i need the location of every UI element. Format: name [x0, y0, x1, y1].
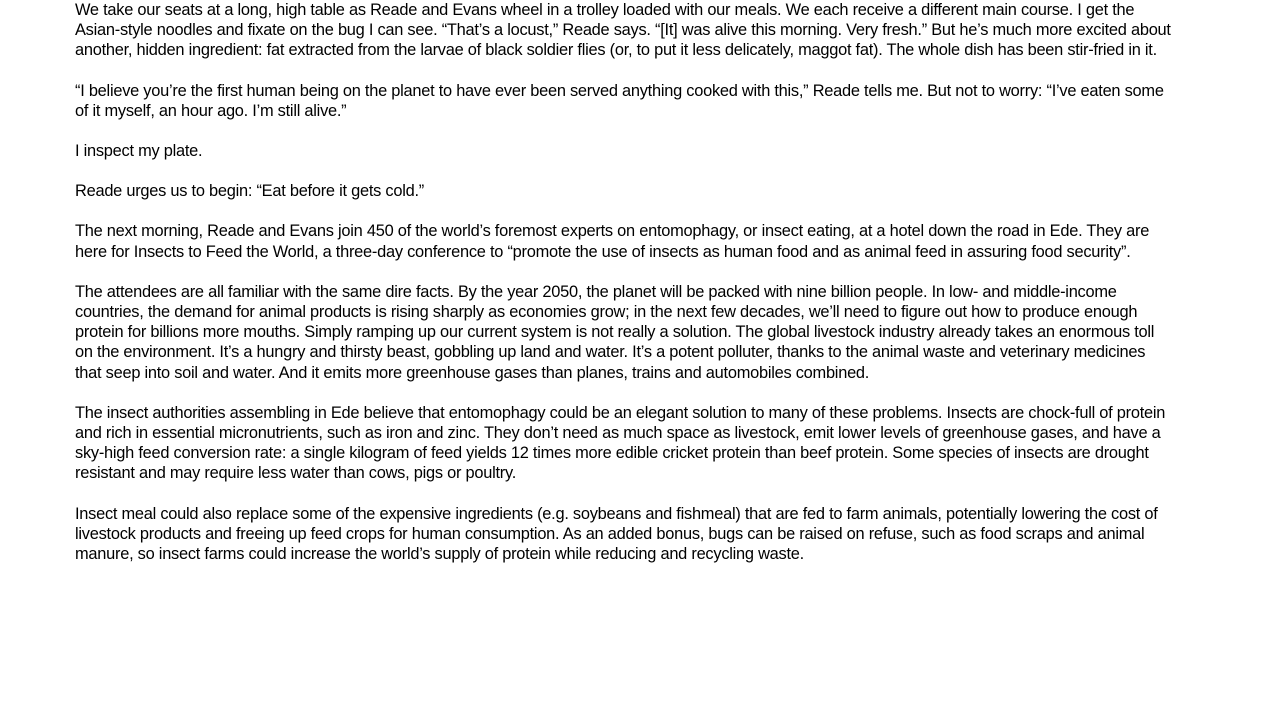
paragraph-eat-before-cold: Reade urges us to begin: “Eat before it gets cold.”	[75, 182, 424, 201]
paragraph-reade-quote: “I believe you’re the first human being on the planet to have ever been served anything cooked with this,” Reade tells me. But not to worry: “I’ve eaten some of it myself, an hour ago. I’m still alive.”	[75, 81, 1164, 120]
document-body	[75, 0, 1175, 584]
paragraph-conference: The next morning, Reade and Evans join 450 of the world’s foremost experts on entomophagy, or insect eating, at a hotel down the road in Ede. They are here for Insects to Feed the World, a three-day conference to “promote the use of insects as human food and as animal feed in assuring food security”.	[75, 222, 1150, 261]
paragraph-entomophagy-solution: The insect authorities assembling in Ede believe that entomophagy could be an elegant solution to many of these problems. Insects are chock-full of protein and rich in essential micronutrients, such as iron and zinc. They don’t need as much space as livestock, emit lower levels of greenhouse gases, and have a sky-high feed conversion rate: a single kilogram of feed yields 12 times more edible cricket protein than beef protein. Some species of insects are drought resistant and may require less water than cows, pigs or poultry.	[75, 403, 1166, 483]
paragraph-insect-meal: Insect meal could also replace some of the expensive ingredients (e.g. soybeans and fishmeal) that are fed to farm animals, potentially lowering the cost of livestock products and freeing up feed crops for human consumption. As an added bonus, bugs can be raised on refuse, such as food scraps and animal manure, so insect farms could increase the world’s supply of protein while reducing and recycling waste.	[75, 504, 1158, 564]
paragraph-dire-facts: The attendees are all familiar with the same dire facts. By the year 2050, the planet will be packed with nine billion people. In low- and middle-income countries, the demand for animal products is rising sharply as economies grow; in the next few decades, we’ll need to figure out how to produce enough protein for billions more mouths. Simply ramping up our current system is not really a solution. The global livestock industry already takes an enormous toll on the environment. It’s a hungry and thirsty beast, gobbling up land and water. It’s a potent polluter, thanks to the animal waste and veterinary medicines that seep into soil and water. And it emits more greenhouse gases than planes, trains and automobiles combined.	[75, 282, 1155, 382]
paragraph-inspect-plate: I inspect my plate.	[75, 142, 203, 161]
paragraph-meal: We take our seats at a long, high table as Reade and Evans wheel in a trolley loaded with our meals. We each receive a different main course. I get the Asian-style noodles and fixate on the bug I can see. “That’s a locust,” Reade says. “[It] was alive this morning. Very fresh.” But he’s much more excited about another, hidden ingredient: fat extracted from the larvae of black soldier flies (or, to put it less delicately, maggot fat). The whole dish has been stir-fried in it.	[75, 1, 1171, 60]
